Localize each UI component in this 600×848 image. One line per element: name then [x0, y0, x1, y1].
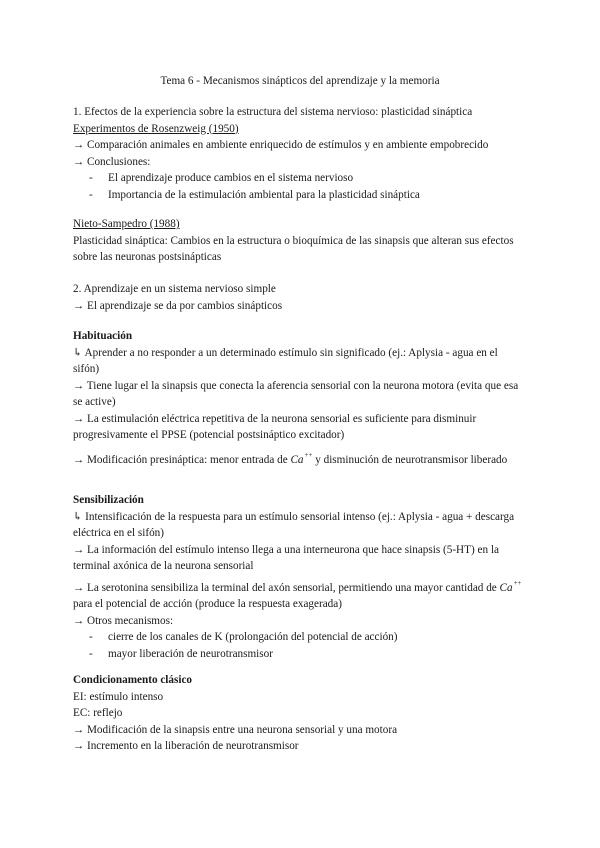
habituacion-section [73, 328, 525, 468]
condicionamiento-line-1: EI: estímulo intenso [73, 690, 164, 703]
dash-marker: - [89, 188, 93, 201]
conclusion-text-1: El aprendizaje produce cambios en el sistema nervioso [108, 172, 354, 184]
nieto-title: Nieto-Sampedro (1988) [73, 218, 180, 230]
rosenzweig-title: Experimentos de Rosenzweig (1950) [73, 122, 239, 135]
mechanism-item-2 [73, 646, 525, 663]
calcium-symbol: Ca [290, 453, 304, 466]
section-1 [73, 104, 525, 203]
dash-marker: - [89, 631, 93, 643]
sensibilizacion-line-1: ↳ Intensificación de la respuesta para un estímulo sensorial intenso (ej.: Aplysia - agua + descarga eléctrica en el sifón) [73, 510, 515, 539]
habituacion-line-4 [73, 447, 525, 469]
sensibilizacion-line-4: → Otros mecanismos: [73, 614, 174, 627]
section-2-line-1: → El aprendizaje se da por cambios sinápticos [73, 299, 283, 312]
condicionamiento-section [73, 672, 525, 755]
habituacion-line-4-start: → Modificación presináptica: menor entrada de [73, 453, 291, 466]
sensibilizacion-line-3 [73, 575, 525, 613]
mechanism-text-2: mayor liberación de neurotransmisor [108, 647, 273, 660]
calcium-charge: ++ [513, 578, 522, 587]
calcium-symbol: Ca [499, 581, 513, 594]
habituacion-line-3: → La estimulación eléctrica repetitiva de la neurona sensorial es suficiente para disminuir progresivamente el PPSE (potencial postsináptico excitador) [73, 412, 477, 441]
rosenzweig-line-1: → Comparación animales en ambiente enriquecido de estímulos y en ambiente empobrecido [73, 139, 489, 151]
habituacion-line-1: ↳ Aprender a no responder a un determinado estímulo sin significado (ej.: Aplysia - agua en el sifón) [73, 346, 498, 375]
section-2 [73, 281, 525, 314]
rosenzweig-line-2: → Conclusiones: [73, 155, 151, 168]
conclusion-item-2 [73, 187, 525, 204]
dash-marker: - [89, 172, 93, 184]
nieto-sampedro [73, 216, 525, 266]
dash-marker: - [89, 647, 93, 660]
nieto-text: Plasticidad sináptica: Cambios en la estructura o bioquímica de las sinapsis que alteran sus efectos sobre las neuronas postsinápticas [73, 234, 514, 263]
condicionamiento-title: Condicionamento clásico [73, 674, 193, 686]
conclusion-item-1 [73, 170, 525, 187]
calcium-ion [290, 450, 313, 466]
condicionamiento-line-4: → Incremento en la liberación de neurotransmisor [73, 740, 299, 752]
section-1-heading: 1. Efectos de la experiencia sobre la estructura del sistema nervioso: plasticidad sináptica [73, 106, 473, 118]
mechanism-text-1: cierre de los canales de K (prolongación del potencial de acción) [108, 631, 398, 643]
calcium-ion [499, 578, 522, 594]
calcium-charge: ++ [304, 450, 313, 459]
sensibilizacion-line-3-end: para el potencial de acción (produce la respuesta exagerada) [73, 598, 342, 610]
mechanism-item-1 [73, 629, 525, 646]
sensibilizacion-line-2: → La información del estímulo intenso llega a una interneurona que hace sinapsis (5-HT) en la terminal axónica de la neurona sensorial [73, 543, 499, 572]
condicionamiento-line-2: EC: reflejo [73, 707, 123, 719]
conclusion-text-2: Importancia de la estimulación ambiental para la plasticidad sináptica [108, 188, 420, 201]
sensibilizacion-title: Sensibilización [73, 494, 144, 506]
condicionamiento-line-3: → Modificación de la sinapsis entre una neurona sensorial y una motora [73, 723, 398, 736]
sensibilizacion-section [73, 492, 525, 662]
habituacion-line-2: → Tiene lugar el la sinapsis que conecta la aferencia sensorial con la neurona motora (evita que esa se active) [73, 379, 519, 408]
section-2-heading: 2. Aprendizaje en un sistema nervioso simple [73, 283, 276, 295]
habituacion-title: Habituación [73, 330, 133, 342]
habituacion-line-4-end: y disminución de neurotransmisor liberado [312, 453, 508, 466]
page-title: Tema 6 - Mecanismos sinápticos del aprendizaje y la memoria [160, 75, 440, 87]
sensibilizacion-line-3-start: → La serotonina sensibiliza la terminal del axón sensorial, permitiendo una mayor cantidad de [73, 581, 500, 594]
